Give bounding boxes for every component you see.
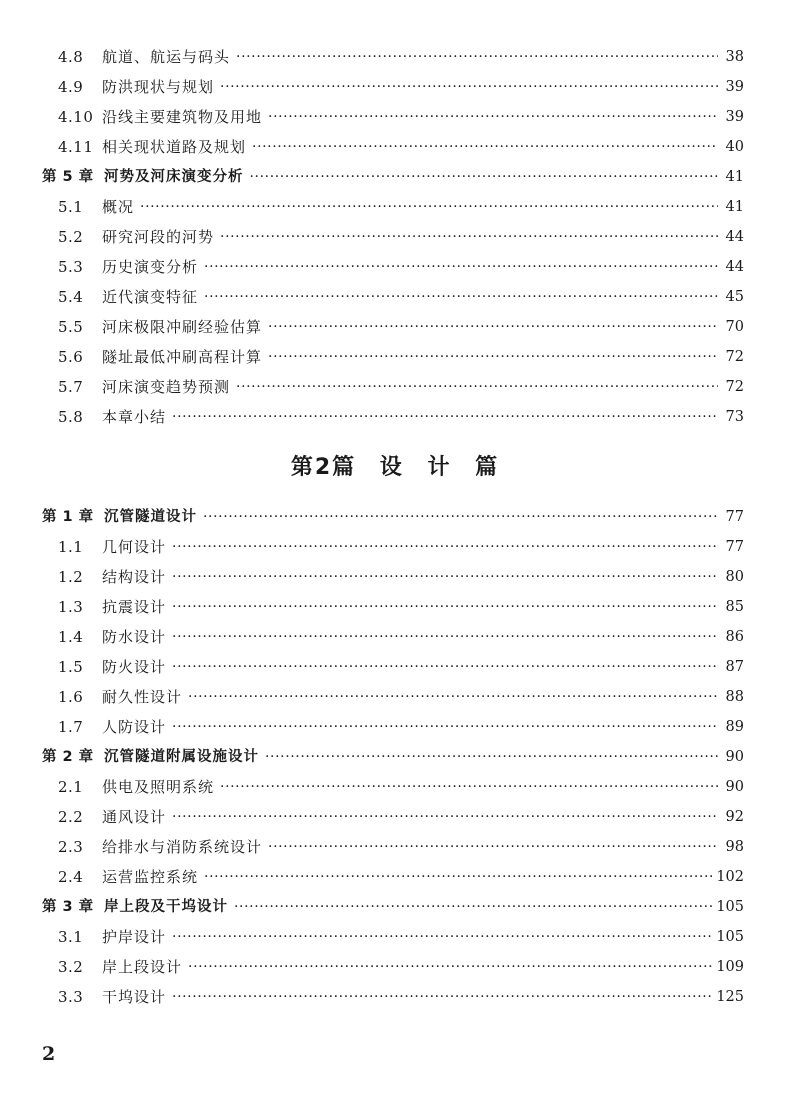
- dot-leader: [268, 342, 718, 372]
- dot-leader: [140, 192, 718, 222]
- toc-entry-5-3[interactable]: [0, 252, 790, 282]
- toc-entry-title: 概况: [102, 198, 135, 216]
- toc-entry-number: 4.11: [58, 138, 94, 156]
- toc-entry-page: 41: [725, 199, 744, 215]
- dot-leader: [204, 862, 712, 892]
- toc-entry-number: 4.10: [58, 108, 94, 126]
- toc-entry-number: 1.1: [58, 538, 84, 556]
- toc-chapter-page: 41: [725, 169, 744, 185]
- dot-leader: [172, 592, 718, 622]
- dot-leader: [268, 832, 718, 862]
- toc-entry-number: 5.3: [58, 258, 84, 276]
- toc-entry-page: 73: [725, 409, 744, 425]
- toc-entry-title: 研究河段的河势: [102, 228, 215, 246]
- toc-entry-number: 1.7: [58, 718, 84, 736]
- toc-entry-4-10[interactable]: [0, 102, 790, 132]
- toc-entry-5-6[interactable]: [0, 342, 790, 372]
- page-number: 2: [42, 1043, 56, 1065]
- toc-chapter-title: 岸上段及干坞设计: [104, 899, 228, 915]
- toc-entry-page: 92: [725, 809, 744, 825]
- toc-entry-page: 85: [725, 599, 744, 615]
- dot-leader: [172, 532, 718, 562]
- dot-leader: [172, 622, 718, 652]
- toc-entry-page: 44: [725, 229, 744, 245]
- dot-leader: [203, 502, 718, 532]
- toc-entry-page: 87: [725, 659, 744, 675]
- toc-entry-1-5[interactable]: [0, 652, 790, 682]
- dot-leader: [252, 132, 718, 162]
- dot-leader: [220, 72, 718, 102]
- toc-entry-2-3[interactable]: [0, 832, 790, 862]
- toc-entry-title: 河床演变趋势预测: [102, 378, 231, 396]
- dot-leader: [172, 712, 718, 742]
- toc-entry-number: 3.1: [58, 928, 84, 946]
- toc-entry-title: 护岸设计: [102, 928, 167, 946]
- toc-entry-title: 相关现状道路及规划: [102, 138, 247, 156]
- dot-leader: [265, 742, 718, 772]
- toc-entry-title: 历史演变分析: [102, 258, 199, 276]
- dot-leader: [172, 922, 712, 952]
- toc-entry-title: 防洪现状与规划: [102, 78, 215, 96]
- toc-entry-number: 5.4: [58, 288, 84, 306]
- part-heading: 第2篇 设 计 篇: [290, 455, 500, 480]
- toc-entry-page: 38: [725, 49, 744, 65]
- toc-entry-1-1[interactable]: [0, 532, 790, 562]
- toc-chapter-3[interactable]: [0, 892, 790, 922]
- toc-entry-1-3[interactable]: [0, 592, 790, 622]
- toc-chapter-page: 77: [725, 509, 744, 525]
- toc-chapter-number: 第 3 章: [42, 899, 94, 915]
- toc-entry-number: 5.2: [58, 228, 84, 246]
- toc-entry-title: 隧址最低冲刷高程计算: [102, 348, 263, 366]
- dot-leader: [172, 652, 718, 682]
- toc-entry-4-11[interactable]: [0, 132, 790, 162]
- toc-entry-5-5[interactable]: [0, 312, 790, 342]
- toc-entry-number: 1.4: [58, 628, 84, 646]
- toc-entry-title: 通风设计: [102, 808, 167, 826]
- toc-entry-5-7[interactable]: [0, 372, 790, 402]
- toc-entry-number: 3.3: [58, 988, 84, 1006]
- toc-entry-title: 防水设计: [102, 628, 167, 646]
- dot-leader: [204, 282, 718, 312]
- toc-entry-4-8[interactable]: [0, 42, 790, 72]
- toc-entry-title: 耐久性设计: [102, 688, 183, 706]
- toc-entry-5-4[interactable]: [0, 282, 790, 312]
- toc-entry-title: 人防设计: [102, 718, 167, 736]
- toc-entry-title: 近代演变特征: [102, 288, 199, 306]
- dot-leader: [188, 682, 718, 712]
- toc-entry-page: 102: [716, 869, 744, 885]
- toc-entry-title: 供电及照明系统: [102, 778, 215, 796]
- toc-entry-page: 125: [716, 989, 744, 1005]
- toc-entry-title: 抗震设计: [102, 598, 167, 616]
- dot-leader: [236, 42, 718, 72]
- toc-entry-number: 5.6: [58, 348, 84, 366]
- dot-leader: [250, 162, 719, 192]
- toc-entry-page: 105: [716, 929, 744, 945]
- toc-entry-page: 88: [725, 689, 744, 705]
- dot-leader: [234, 892, 712, 922]
- toc-entry-number: 1.6: [58, 688, 84, 706]
- dot-leader: [268, 102, 718, 132]
- toc-chapter-title: 河势及河床演变分析: [104, 169, 244, 185]
- toc-entry-page: 45: [725, 289, 744, 305]
- toc-entry-number: 1.2: [58, 568, 84, 586]
- dot-leader: [172, 802, 718, 832]
- toc-entry-5-1[interactable]: [0, 192, 790, 222]
- toc-entry-4-9[interactable]: [0, 72, 790, 102]
- toc-entry-2-2[interactable]: [0, 802, 790, 832]
- dot-leader: [172, 982, 712, 1012]
- toc-entry-page: 72: [725, 379, 744, 395]
- toc-entry-page: 70: [725, 319, 744, 335]
- toc-entry-1-6[interactable]: [0, 682, 790, 712]
- toc-entry-title: 河床极限冲刷经验估算: [102, 318, 263, 336]
- toc-entry-page: 98: [725, 839, 744, 855]
- toc-entry-number: 2.3: [58, 838, 84, 856]
- toc-chapter-page: 90: [725, 749, 744, 765]
- toc-entry-number: 5.1: [58, 198, 84, 216]
- toc-entry-title: 运营监控系统: [102, 868, 199, 886]
- toc-entry-page: 39: [725, 109, 744, 125]
- toc-entry-number: 5.5: [58, 318, 84, 336]
- dot-leader: [204, 252, 718, 282]
- toc-entry-2-4[interactable]: [0, 862, 790, 892]
- toc-entry-number: 5.8: [58, 408, 84, 426]
- dot-leader: [220, 222, 718, 252]
- toc-chapter-page: 105: [716, 899, 744, 915]
- toc-entry-1-4[interactable]: [0, 622, 790, 652]
- toc-entry-title: 干坞设计: [102, 988, 167, 1006]
- toc-entry-title: 本章小结: [102, 408, 167, 426]
- dot-leader: [188, 952, 712, 982]
- toc-entry-5-8[interactable]: [0, 402, 790, 432]
- toc-entry-1-7[interactable]: [0, 712, 790, 742]
- toc-entry-number: 3.2: [58, 958, 84, 976]
- toc-entry-title: 岸上段设计: [102, 958, 183, 976]
- toc-entry-title: 几何设计: [102, 538, 167, 556]
- dot-leader: [172, 402, 718, 432]
- toc-entry-3-2[interactable]: [0, 952, 790, 982]
- toc-entry-number: 2.1: [58, 778, 84, 796]
- toc-entry-page: 86: [725, 629, 744, 645]
- toc-entry-page: 80: [725, 569, 744, 585]
- toc-chapter-number: 第 1 章: [42, 509, 94, 525]
- toc-entry-number: 2.2: [58, 808, 84, 826]
- toc-entry-page: 39: [725, 79, 744, 95]
- toc-list-part2: [0, 502, 790, 1012]
- toc-chapter-5[interactable]: [0, 162, 790, 192]
- toc-list-part1: [0, 42, 790, 432]
- toc-entry-number: 4.8: [58, 48, 84, 66]
- toc-entry-2-1[interactable]: [0, 772, 790, 802]
- toc-entry-3-3[interactable]: [0, 982, 790, 1012]
- dot-leader: [236, 372, 718, 402]
- dot-leader: [268, 312, 718, 342]
- toc-entry-page: 40: [725, 139, 744, 155]
- toc-chapter-title: 沉管隧道附属设施设计: [104, 749, 259, 765]
- dot-leader: [172, 562, 718, 592]
- toc-entry-page: 44: [725, 259, 744, 275]
- toc-entry-1-2[interactable]: [0, 562, 790, 592]
- toc-entry-page: 77: [725, 539, 744, 555]
- toc-chapter-number: 第 2 章: [42, 749, 94, 765]
- toc-entry-page: 89: [725, 719, 744, 735]
- toc-entry-title: 沿线主要建筑物及用地: [102, 108, 263, 126]
- toc-entry-title: 航道、航运与码头: [102, 48, 231, 66]
- toc-entry-3-1[interactable]: [0, 922, 790, 952]
- toc-entry-page: 90: [725, 779, 744, 795]
- toc-entry-title: 防火设计: [102, 658, 167, 676]
- toc-entry-number: 1.3: [58, 598, 84, 616]
- toc-chapter-2[interactable]: [0, 742, 790, 772]
- toc-entry-number: 2.4: [58, 868, 84, 886]
- toc-entry-page: 109: [716, 959, 744, 975]
- toc-chapter-1[interactable]: [0, 502, 790, 532]
- toc-entry-title: 给排水与消防系统设计: [102, 838, 263, 856]
- toc-entry-number: 1.5: [58, 658, 84, 676]
- toc-entry-title: 结构设计: [102, 568, 167, 586]
- toc-chapter-title: 沉管隧道设计: [104, 509, 197, 525]
- toc-chapter-number: 第 5 章: [42, 169, 94, 185]
- toc-entry-page: 72: [725, 349, 744, 365]
- dot-leader: [220, 772, 718, 802]
- toc-entry-number: 5.7: [58, 378, 84, 396]
- toc-entry-5-2[interactable]: [0, 222, 790, 252]
- toc-entry-number: 4.9: [58, 78, 84, 96]
